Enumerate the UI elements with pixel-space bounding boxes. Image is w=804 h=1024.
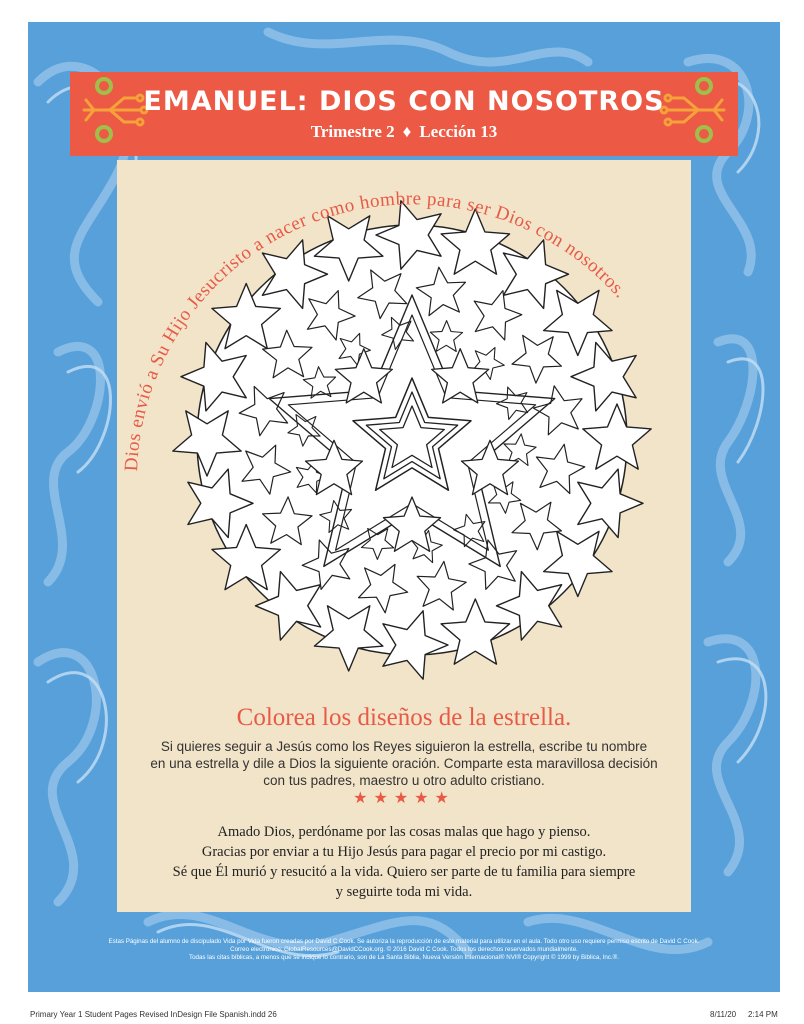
instruction-line: Si quieres seguir a Jesús como los Reyes siguieron la estrella, escribe tu nombre (160, 739, 648, 754)
slug-filename: Primary Year 1 Student Pages Revised InDesign File Spanish.indd 26 (30, 1010, 277, 1019)
prayer-text (117, 822, 691, 902)
prayer-line: Gracias por enviar a tu Hijo Jesús para pagar el precio por mi castigo. (201, 844, 607, 860)
curved-caption-text: Dios envió a Su Hijo Jesucristo a nacer como hombre para ser Dios con nosotros. (121, 188, 631, 472)
trimester-label: Trimestre 2 (310, 122, 395, 141)
footer-line: Todas las citas bíblicas, a menos que se indique lo contrario, son de La Santa Biblia, Nueva Versión Internacional® NVI® Copyright © 1999 by Biblica, Inc.®. (189, 954, 619, 961)
slug-time: 2:14 PM (748, 1010, 778, 1019)
instruction-line: con tus padres, maestro u otro adulto cristiano. (263, 773, 545, 788)
prayer-line: Sé que Él murió y resucitó a la vida. Quiero ser parte de tu familia para siempre (172, 864, 636, 880)
prayer-line: y seguirte toda mi vida. (335, 884, 473, 900)
footer-line: Correo electrónico: GlobalResources@DavidCCook.org. © 2016 David C Cook. Todos los derechos reservados mundialmente. (230, 946, 578, 953)
footer-line: Estas Páginas del alumno de discipulado Vida por Vida fueron creadas por David C Cook. Se autoriza la reproducción de este material para utilizar en el aula. Todo otro uso requiere permiso escrito de David C Cook. (108, 938, 700, 945)
activity-instructions (138, 738, 670, 789)
diamond-icon: ♦ (402, 122, 412, 141)
star-divider-icon: ★★★★★ (353, 790, 455, 807)
copyright-footer (28, 938, 780, 962)
page-title: EMANUEL: DIOS CON NOSOTROS (143, 86, 665, 117)
activity-heading: Colorea los diseños de la estrella. (236, 704, 572, 731)
slug-date: 8/11/20 (710, 1010, 737, 1019)
prayer-line: Amado Dios, perdóname por las cosas malas que hago y pienso. (217, 824, 591, 840)
instruction-line: en una estrella y dile a Dios la siguiente oración. Comparte esta maravillosa decisión (150, 756, 658, 771)
lesson-label: Lección 13 (419, 122, 498, 141)
